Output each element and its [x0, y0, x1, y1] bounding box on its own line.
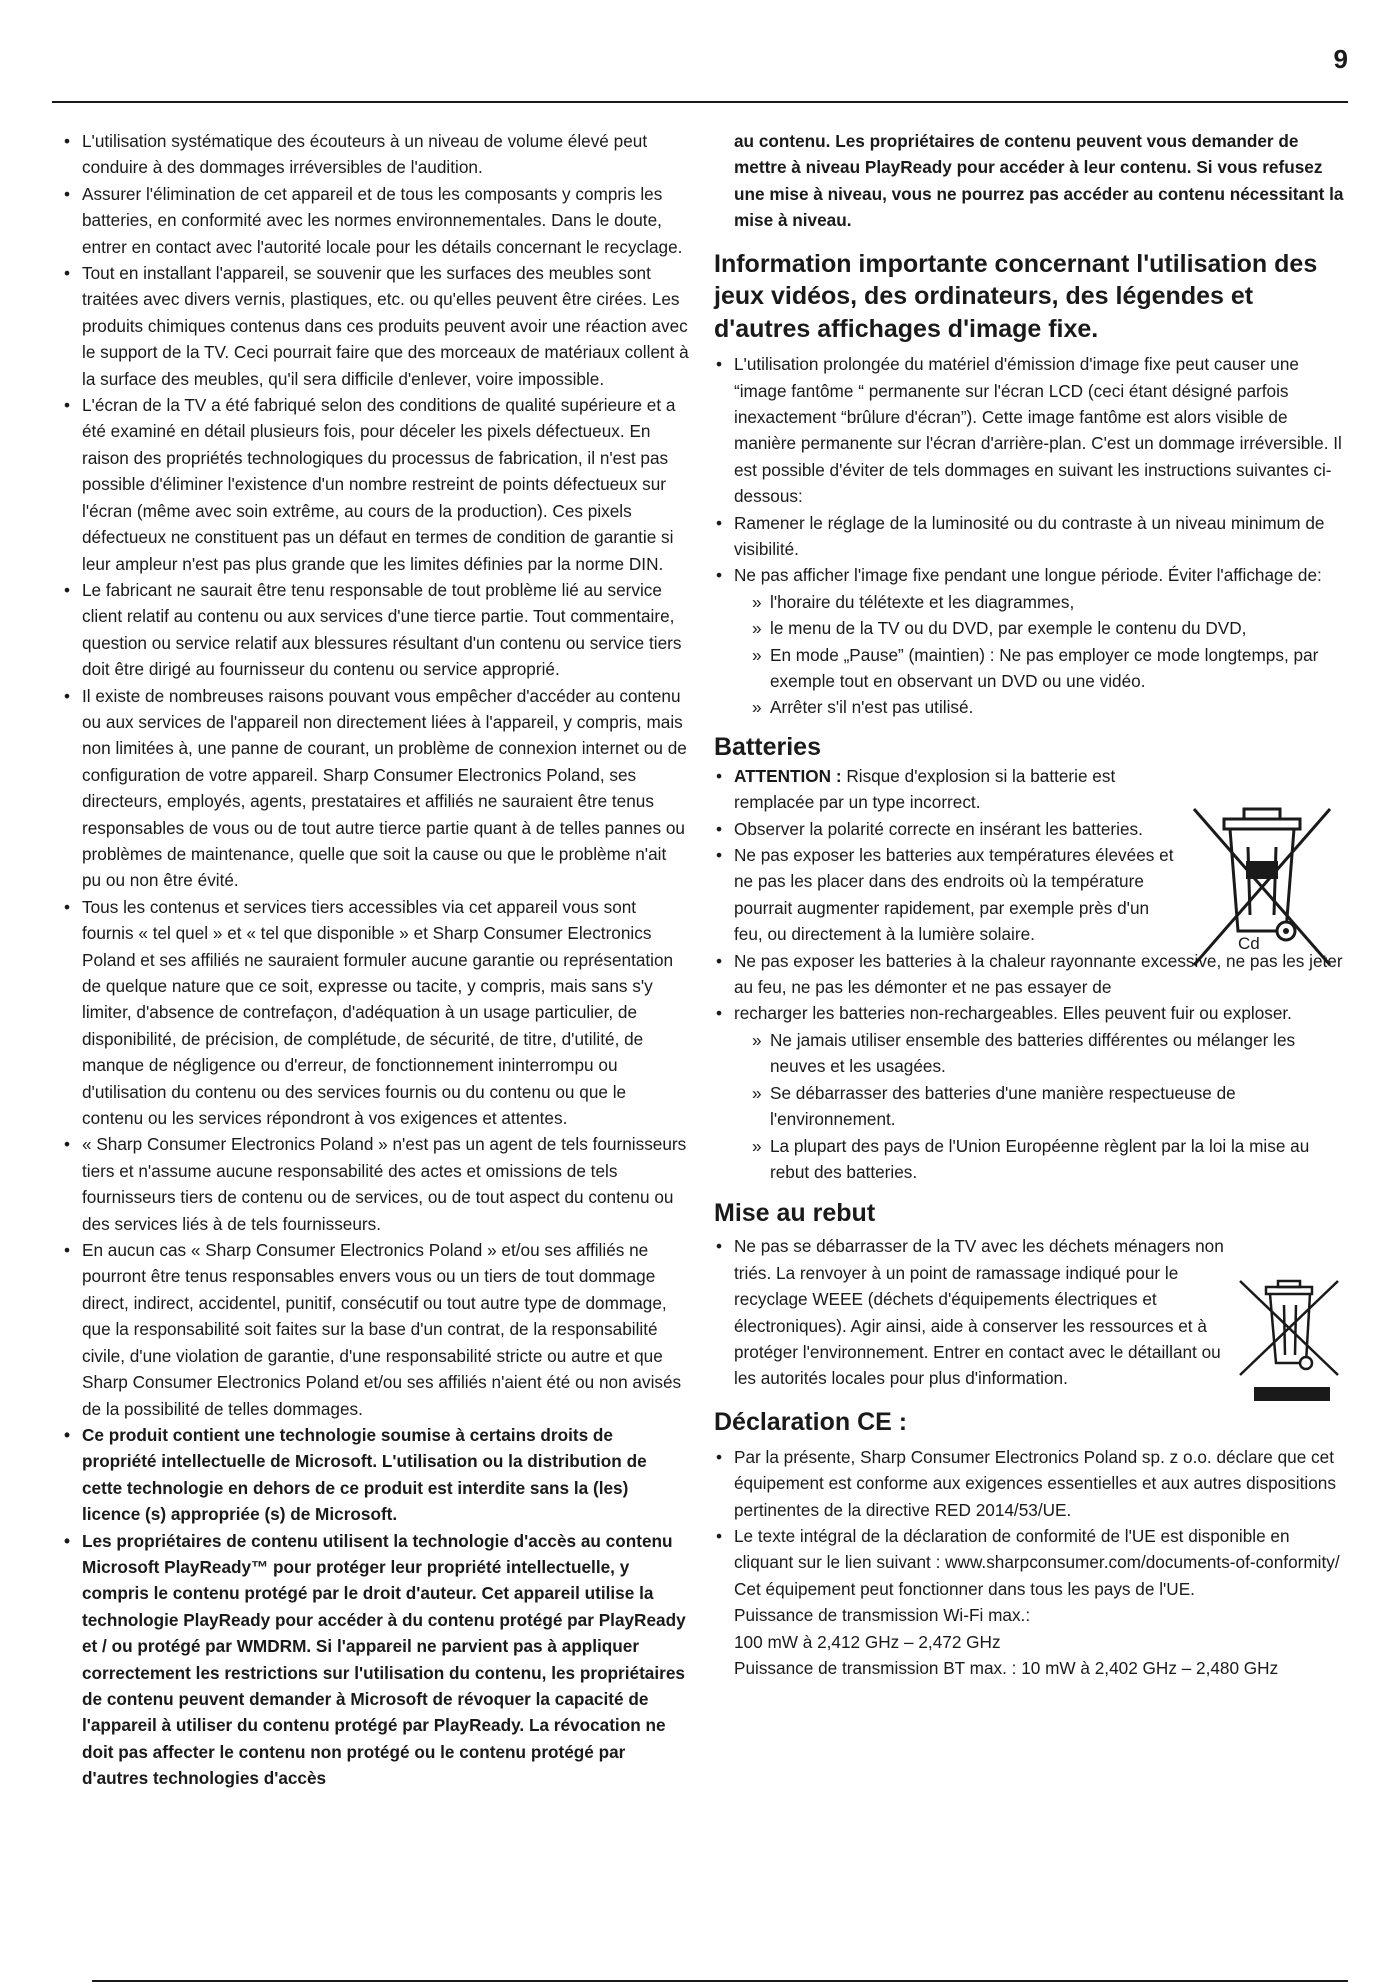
- sub-list-item: » Se débarrasser des batteries d'une manière respectueuse de l'environnement.: [752, 1080, 1344, 1133]
- crossed-out-bin-icon: [1186, 803, 1338, 973]
- disposal-heading: Mise au rebut: [714, 1199, 876, 1228]
- weee-bin-icon: [1234, 1275, 1344, 1411]
- still-image-sublist: [714, 589, 1344, 721]
- list-item: • L'écran de la TV a été fabriqué selon des conditions de qualité supérieure et a été examiné en détail plusieurs fois, pour déceler les pixels défectueux. En raison des propriétés technologiques du processus de fabrication, il n'est pas possible d'éliminer l'existence d'un nombre restreint de points défectueux sur l'écran (même avec soin extrême, au cours de la production). Ces pixels défectueux ne constituent pas un défaut en termes de condition de garantie si leur ampleur n'est pas plus grande que les limites définies par la norme DIN.: [62, 392, 690, 577]
- playready-notice: • Les propriétaires de contenu utilisent la technologie d'accès au contenu Microsoft PlayReady™ pour protéger leur propriété intellectuelle, y compris le contenu protégé par le droit d'auteur. Cet appareil utilise la technologie PlayReady pour accéder à du contenu protégé par PlayReady et / ou protégé par WMDRM. Si l'appareil ne parvient pas à appliquer correctement les restrictions sur l'utilisation du contenu, les propriétaires de contenu peuvent demander à Microsoft de révoquer la capacité de l'appareil à utiliser du contenu protégé par PlayReady. La révocation ne doit pas affecter le contenu non protégé ou le contenu protégé par d'autres technologies d'accès: [62, 1528, 690, 1792]
- sub-list-item: » En mode „Pause” (maintien) : Ne pas employer ce mode longtemps, par exemple tout en observant un DVD ou une vidéo.: [752, 642, 1344, 695]
- still-image-heading: Information importante concernant l'utilisation des jeux vidéos, des ordinateurs, des légendes et d'autres affichages d'image fixe.: [714, 249, 1318, 343]
- batteries-sublist: [714, 1027, 1344, 1185]
- list-item: • Ramener le réglage de la luminosité ou du contraste à un niveau minimum de visibilité.: [714, 510, 1344, 563]
- disposal-list: [714, 1233, 1224, 1391]
- declaration-line: Cet équipement peut fonctionner dans tous les pays de l'UE.: [734, 1578, 1195, 1599]
- list-item: • Ne pas se débarrasser de la TV avec les déchets ménagers non triés. La renvoyer à un point de ramassage indiqué pour le recyclage WEEE (déchets d'équipements électriques et électroniques). Agir ainsi, aide à conserver les ressources et à protéger l'environnement. Entrer en contact avec le détaillant ou les autorités locales pour plus d'information.: [714, 1233, 1224, 1391]
- declaration-line: 100 mW à 2,412 GHz – 2,472 GHz: [734, 1631, 1001, 1652]
- sub-list-item: » l'horaire du télétexte et les diagrammes,: [752, 589, 1344, 615]
- safety-list: [62, 128, 690, 1792]
- list-item: • Ne pas exposer les batteries aux températures élevées et ne pas les placer dans des endroits où la température pourrait augmenter rapidement, par exemple près d'un feu, ou directement à la lumière solaire.: [714, 842, 1174, 948]
- list-item: • recharger les batteries non-rechargeables. Elles peuvent fuir ou exploser.: [714, 1000, 1344, 1026]
- list-item: • Ne pas afficher l'image fixe pendant une longue période. Éviter l'affichage de:: [714, 562, 1344, 588]
- declaration-heading: Déclaration CE :: [714, 1407, 908, 1436]
- list-item: • Il existe de nombreuses raisons pouvant vous empêcher d'accéder au contenu ou aux services de l'appareil non directement liées à l'appareil, y compris, mais non limitées à, une panne de courant, un problème de connexion internet ou de configuration de votre appareil. Sharp Consumer Electronics Poland, ses directeurs, employés, agents, prestataires et affiliés ne sauraient être tenus responsables de vous ou de tout autre tierce partie quant à de telles pannes ou problèmes de maintenance, quelle que soit la cause ou que le problème n'ait pu ou non être évité.: [62, 683, 690, 894]
- disposal-section: [714, 1233, 1344, 1391]
- playready-notice-continued: au contenu. Les propriétaires de contenu peuvent vous demander de mettre à niveau PlayReady pour accéder à leur contenu. Si vous refusez une mise à niveau, vous ne pourrez pas accéder au contenu nécessitant la mise à niveau.: [734, 131, 1344, 231]
- list-item: • Par la présente, Sharp Consumer Electronics Poland sp. z o.o. déclare que cet équipement est conforme aux exigences essentielles et aux autres dispositions pertinentes de la directive RED 2014/53/UE.: [714, 1444, 1344, 1523]
- list-item: • Le texte intégral de la déclaration de conformité de l'UE est disponible en cliquant sur le lien suivant : www.sharpconsumer.com/documents-of-conformity/: [714, 1523, 1344, 1576]
- attention-label: ATTENTION :: [734, 765, 842, 786]
- left-column: [62, 128, 690, 1792]
- list-item: • Observer la polarité correcte en insérant les batteries.: [714, 816, 1174, 842]
- attention-item: [714, 763, 1174, 816]
- declaration-line: Puissance de transmission BT max. : 10 mW à 2,402 GHz – 2,480 GHz: [734, 1658, 1279, 1678]
- list-item: • « Sharp Consumer Electronics Poland » n'est pas un agent de tels fournisseurs tiers et n'assume aucune responsabilité des actes et omissions de tels fournisseurs tiers de contenu ou de services, ou de tout aspect du contenu ou des services liés à de tels fournisseurs.: [62, 1131, 690, 1237]
- declaration-list: [714, 1444, 1344, 1576]
- list-item: • Ne pas exposer les batteries à la chaleur rayonnante excessive, ne pas les jeter au feu, ne pas les démonter et ne pas essayer de: [714, 948, 1344, 1001]
- microsoft-ip-notice: • Ce produit contient une technologie soumise à certains droits de propriété intellectuelle de Microsoft. L'utilisation ou la distribution de cette technologie en dehors de ce produit est interdite sans la (les) licence (s) appropriée (s) de Microsoft.: [62, 1422, 690, 1528]
- sub-list-item: » Arrêter s'il n'est pas utilisé.: [752, 694, 1344, 720]
- page-number: 9: [1333, 44, 1348, 74]
- batteries-section: [714, 763, 1344, 1186]
- sub-list-item: » La plupart des pays de l'Union Européenne règlent par la loi la mise au rebut des batteries.: [752, 1133, 1344, 1186]
- list-item: • Assurer l'élimination de cet appareil et de tous les composants y compris les batteries, en conformité avec les normes environnementales. Dans le doute, entrer en contact avec l'autorité locale pour les détails concernant le recyclage.: [62, 181, 690, 260]
- header-rule: [52, 101, 1348, 103]
- sub-list-item: » Ne jamais utiliser ensemble des batteries différentes ou mélanger les neuves et les usagées.: [752, 1027, 1344, 1080]
- declaration-line: Puissance de transmission Wi-Fi max.:: [734, 1605, 1031, 1626]
- still-image-list: [714, 351, 1344, 589]
- attention-text: Risque d'explosion si la batterie est remplacée par un type incorrect.: [734, 765, 1116, 813]
- sub-list-item: » le menu de la TV ou du DVD, par exemple le contenu du DVD,: [752, 615, 1344, 641]
- right-column: [714, 128, 1344, 1681]
- cadmium-label: Cd: [1238, 933, 1260, 953]
- list-item: • L'utilisation prolongée du matériel d'émission d'image fixe peut causer une “image fantôme “ permanente sur l'écran LCD (ceci étant désigné parfois inexactement “brûlure d'écran”). Cette image fantôme est alors visible de manière permanente sur l'écran d'arrière-plan. C'est un dommage irréversible. Il est possible d'éviter de tels dommages en suivant les instructions suivantes ci-dessous:: [714, 351, 1344, 509]
- list-item: • Tout en installant l'appareil, se souvenir que les surfaces des meubles sont traitées avec divers vernis, plastiques, etc. ou qu'elles peuvent être cirées. Les produits chimiques contenus dans ces produits peuvent avoir une réaction avec le support de la TV. Ceci pourrait faire que des morceaux de matériaux collent à la surface des meubles, qu'il sera difficile d'enlever, voire impossible.: [62, 260, 690, 392]
- batteries-list-narrow: [714, 763, 1174, 948]
- footer-rule: [92, 1980, 1348, 1982]
- batteries-heading: Batteries: [714, 732, 821, 761]
- list-item: • Le fabricant ne saurait être tenu responsable de tout problème lié au service client relatif au contenu ou aux services d'une tierce partie. Tout commentaire, question ou service relatif aux blessures résultant d'un contenu ou service tiers doit être dirigé au fournisseur du contenu ou service approprié.: [62, 577, 690, 683]
- list-item: • Tous les contenus et services tiers accessibles via cet appareil vous sont fournis « tel quel » et « tel que disponible » et Sharp Consumer Electronics Poland et ses affiliés ne sauraient formuler aucune garantie ou représentation de quelque nature que ce soit, expresse ou tacite, y compris, mais sans s'y limiter, d'absence de contrefaçon, d'adéquation à un usage particulier, de disponibilité, de précision, de complétude, de sécurité, de titre, d'utilité, de manque de négligence ou d'erreur, de fonctionnement ininterrompu ou d'utilisation du contenu ou des services fournis ou du contenu ou que le contenu ou les services répondront à vos exigences et attentes.: [62, 894, 690, 1132]
- list-item: • L'utilisation systématique des écouteurs à un niveau de volume élevé peut conduire à des dommages irréversibles de l'audition.: [62, 128, 690, 181]
- list-item: • En aucun cas « Sharp Consumer Electronics Poland » et/ou ses affiliés ne pourront être tenus responsables envers vous ou un tiers de tout dommage direct, indirect, accidentel, punitif, consécutif ou tout autre type de dommage, que la responsabilité soit faites sur la base d'un contrat, de la responsabilité civile, d'une violation de garantie, d'une responsabilité stricte ou autre et que Sharp Consumer Electronics Poland et/ou ses affiliés n'aient été ou non avisés de la possibilité de telles dommages.: [62, 1237, 690, 1422]
